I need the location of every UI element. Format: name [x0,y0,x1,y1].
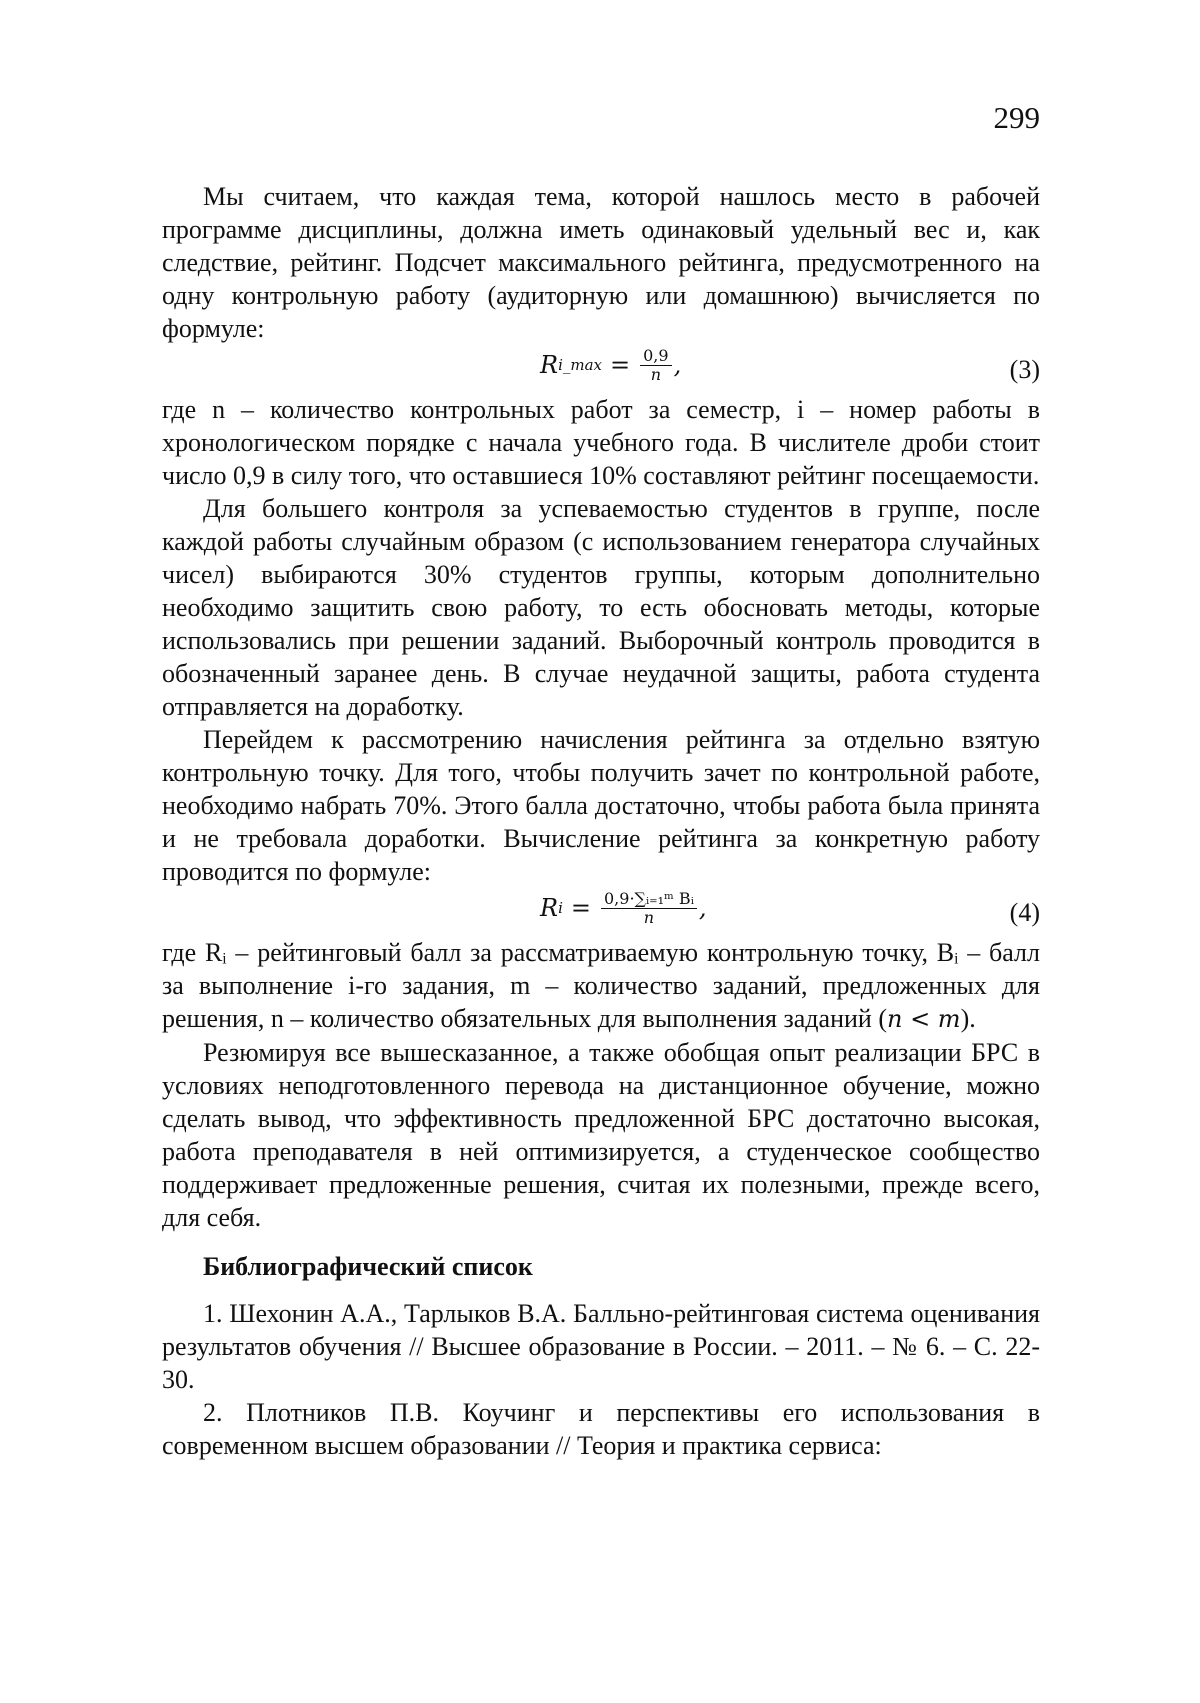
paragraph-3: Для большего контроля за успеваемостью студентов в группе, после каждой работы случайным образом (с использованием генератора случайных чисел) выбираются 30% студентов группы, которым дополнительно необходимо защитить свою работу, то есть обосновать методы, которые использовались при решении заданий. Выборочный контроль проводится в обозначенный заранее день. В случае неудачной защиты, работа студента отправляется на доработку. [162,494,1040,721]
formula-4-numerator: 0,9·∑ᵢ₌₁ᵐ Bᵢ [601,890,697,909]
paragraph-4: Перейдем к рассмотрению начисления рейтинга за отдельно взятую контрольную точку. Для того, чтобы получить зачет по контрольной работе, необходимо набрать 70%. Этого балла достаточно, чтобы работа была принята и не требовала доработки. Вычисление рейтинга за конкретную работу проводится по формуле: [162,725,1040,886]
formula-4 [162,888,1040,936]
formula-3 [162,345,1040,393]
paragraph-2: где n – количество контрольных работ за семестр, i – номер работы в хронологическом порядке с начала учебного года. В числителе дроби стоит число 0,9 в силу того, что оставшиеся 10% составляют рейтинг посещаемости. [162,395,1040,490]
formula-3-expression [540,347,681,384]
formula-4-lhs: R [540,894,559,922]
paragraph-5-math: n < m [886,1005,961,1033]
formula-3-denominator: n [650,365,661,384]
paragraph-6: Резюмируя все вышесказанное, а также обобщая опыт реализации БРС в условиях неподготовленного перевода на дистанционное обучение, можно сделать вывод, что эффективность предложенной БРС достаточно высокая, работа преподавателя в ней оптимизируется, а студенческое сообщество поддерживает предложенные решения, считая их полезными, прежде всего, для себя. [162,1038,1040,1232]
paragraph-5-end: ). [960,1004,976,1033]
formula-4-equals: = [570,894,591,922]
formula-3-equals: = [610,351,631,379]
formula-3-lhs: R [540,351,559,379]
page-number: 299 [993,100,1040,135]
article-body [162,180,1040,1462]
bibliography-item-2: 2. Плотников П.В. Коучинг и перспективы его использования в современном высшем образовании // Теория и практика сервиса: [162,1398,1040,1460]
formula-3-comma: , [673,351,682,379]
formula-3-fraction [640,347,671,384]
formula-4-number: (4) [1009,898,1040,927]
formula-4-lhs-sub: i [558,899,563,917]
formula-4-comma: , [698,894,707,922]
paragraph-1: Мы считаем, что каждая тема, которой нашлось место в рабочей программе дисциплины, должна иметь одинаковый удельный вес и, как следствие, рейтинг. Подсчет максимального рейтинга, предусмотренного на одну контрольную работу (аудиторную или домашнюю) вычисляется по формуле: [162,182,1040,343]
formula-4-denominator: n [643,908,655,927]
paragraph-5-start: где Rᵢ – рейтинговый балл за рассматриваемую контрольную точку, Bᵢ – балл за выполнение i-го задания, m – количество заданий, предложенных для решения, n – количество обязательных для выполнения заданий ( [162,938,1040,1033]
formula-3-lhs-sub: i_max [558,356,603,374]
bibliography-heading: Библиографический список [203,1252,533,1281]
formula-4-expression [540,890,707,927]
paragraph-5 [162,936,1040,1036]
formula-3-numerator: 0,9 [640,347,671,366]
bibliography-item-1: 1. Шехонин А.А., Тарлыков В.А. Балльно-рейтинговая система оценивания результатов обучения // Высшее образование в России. – 2011. – № 6. – С. 22-30. [162,1299,1040,1394]
formula-3-number: (3) [1009,355,1040,384]
formula-4-fraction [601,890,697,927]
